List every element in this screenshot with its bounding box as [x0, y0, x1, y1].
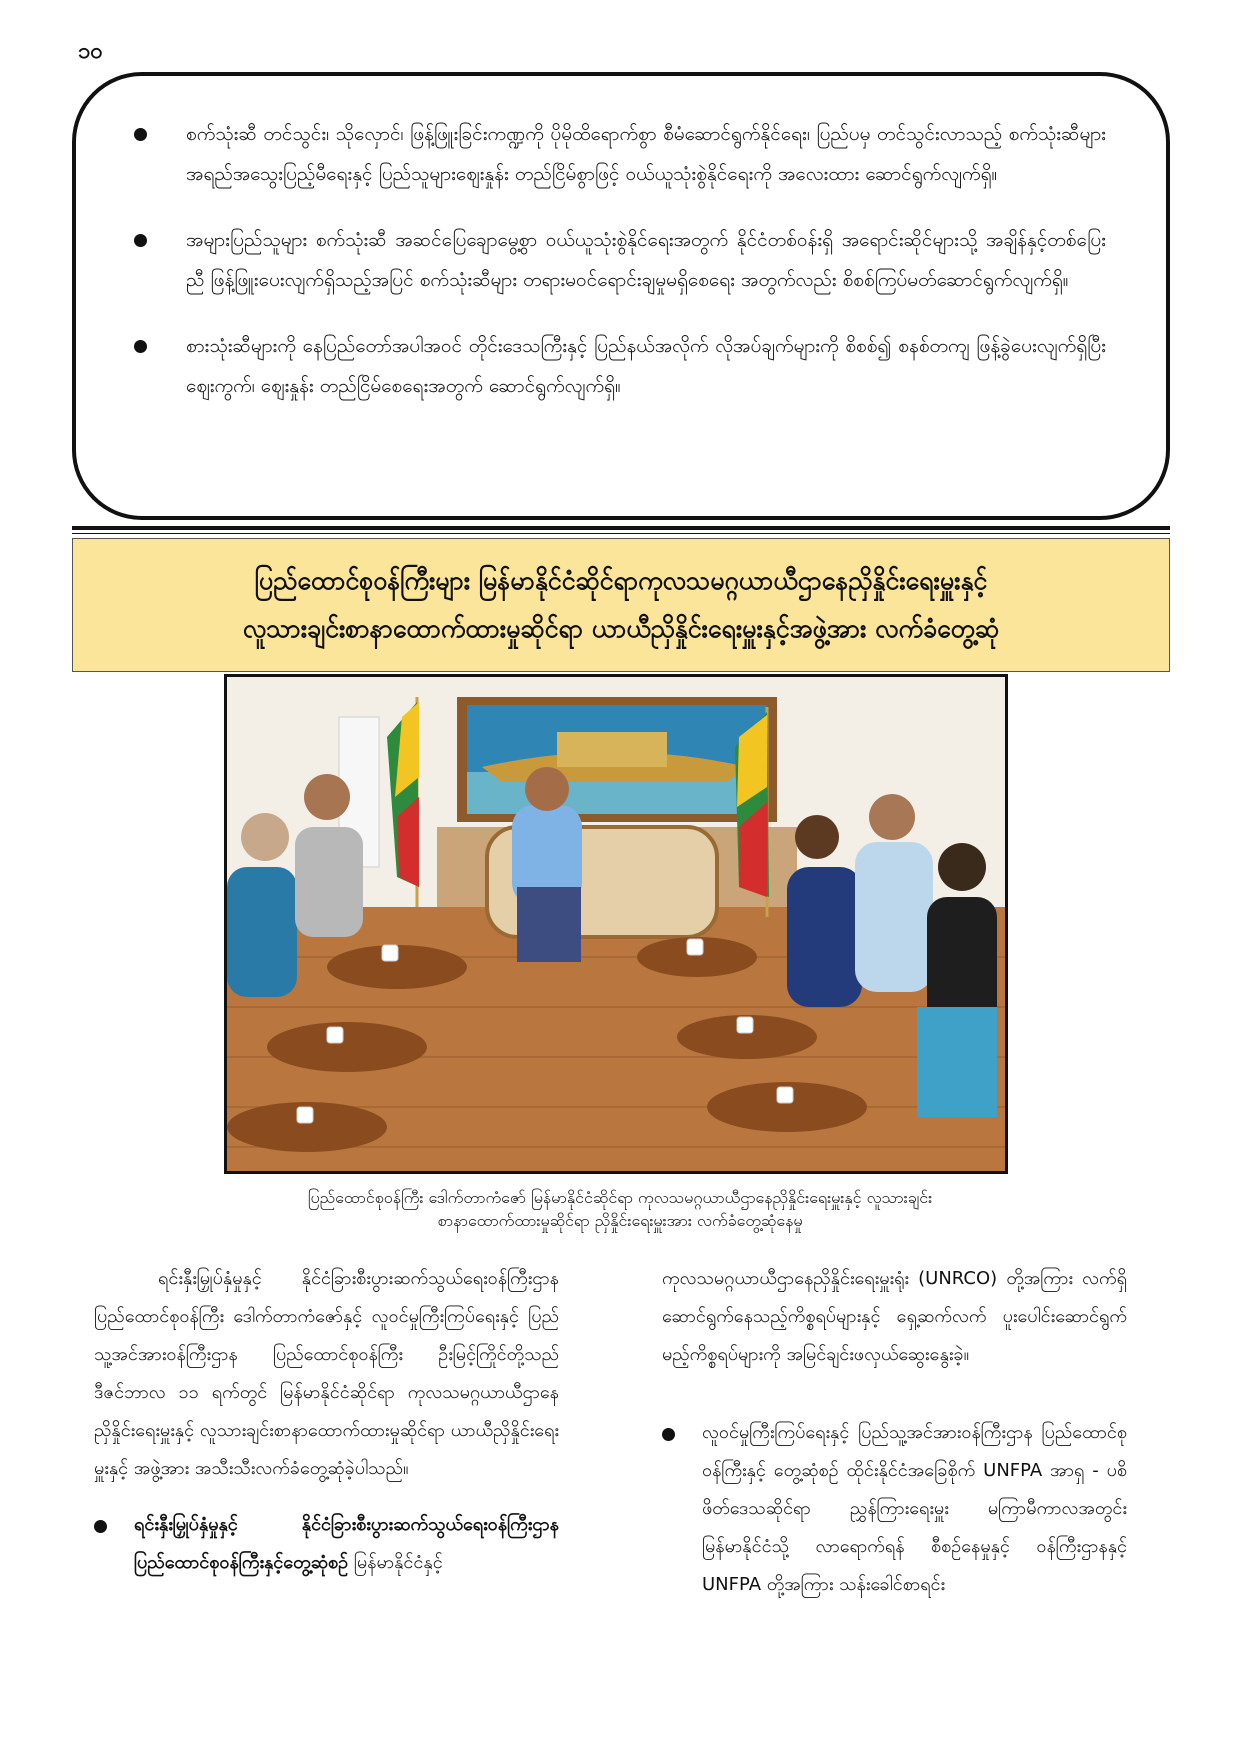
article-column-right [662, 1260, 1127, 1604]
bullet-dot-icon [134, 340, 147, 353]
photo-caption [150, 1186, 1090, 1232]
summary-bullet-box [72, 72, 1170, 520]
article-column-left [94, 1260, 559, 1582]
photo-caption-line-2: စာနာထောက်ထားမှုဆိုင်ရာ ညှိနှိုင်းရေးမှူးအား လက်ခံတွေ့ဆုံနေမှု [437, 1211, 803, 1230]
bullet-dot-icon [94, 1520, 107, 1533]
page-number: ၁၀ [78, 39, 103, 64]
summary-bullet-text: စားသုံးဆီများကို နေပြည်တော်အပါအဝင် တိုင်းဒေသကြီးနှင့် ပြည်နယ်အလိုက် လိုအပ်ချက်များကို စိစစ်၍ စနစ်တကျ ဖြန့်ခွဲပေးလျက်ရှိပြီး ဈေးကွက်၊ ဈေးနှုန်း တည်ငြိမ်စေရေးအတွက် ဆောင်ရွက်လျက်ရှိ။ [186, 335, 1106, 397]
bullet-dot-icon [134, 234, 147, 247]
headline-line-2: လူသားချင်းစာနာထောက်ထားမှုဆိုင်ရာ ယာယီညှိနှိုင်းရေးမှူးနှင့်အဖွဲ့အား လက်ခံတွေ့ဆုံ [242, 614, 1000, 643]
summary-bullet-text: စက်သုံးဆီ တင်သွင်း၊ သိုလှောင်၊ ဖြန့်ဖြူးခြင်းကဏ္ဍကို ပိုမိုထိရောက်စွာ စီမံဆောင်ရွက်နိုင်ရေး၊ ပြည်ပမှ တင်သွင်းလာသည့် စက်သုံးဆီများ အရည်အသွေးပြည့်မီရေးနှင့် ပြည်သူများဈေးနှုန်း တည်ငြိမ်စွာဖြင့် ဝယ်ယူသုံးစွဲနိုင်ရေးကို အလေးထား ဆောင်ရွက်လျက်ရှိ။ [186, 123, 1106, 185]
photo-caption-line-1: ပြည်ထောင်စုဝန်ကြီး ဒေါက်တာကံဇော် မြန်မာနိုင်ငံဆိုင်ရာ ကုလသမဂ္ဂယာယီဌာနေညှိနှိုင်းရေးမှူးနှင့် လူသားချင်း [307, 1188, 933, 1207]
meeting-photo [224, 674, 1008, 1174]
article-bullet-bold-lead: ရင်းနှီးမြှုပ်နှံမှုနှင့် နိုင်ငံခြားစီးပွားဆက်သွယ်ရေးဝန်ကြီးဌာန ပြည်ထောင်စုဝန်ကြီးနှင့်တွေ့ဆုံစဉ် [134, 1514, 559, 1573]
summary-bullet-item [130, 220, 1106, 300]
summary-bullet-item [130, 326, 1106, 406]
section-divider [72, 526, 1170, 530]
article-intro-paragraph: ရင်းနှီးမြှုပ်နှံမှုနှင့် နိုင်ငံခြားစီးပွားဆက်သွယ်ရေးဝန်ကြီးဌာန ပြည်ထောင်စုဝန်ကြီး ဒေါက်တာကံဇော်နှင့် လူဝင်မှုကြီးကြပ်ရေးနှင့် ပြည်သူ့အင်အားဝန်ကြီးဌာန ပြည်ထောင်စုဝန်ကြီး ဦးမြင့်ကြိုင်တို့သည် ဒီဇင်ဘာလ ၁၁ ရက်တွင် မြန်မာနိုင်ငံဆိုင်ရာ ကုလသမဂ္ဂယာယီဌာနေညှိနှိုင်းရေးမှူးနှင့် လူသားချင်းစာနာထောက်ထားမှုဆိုင်ရာ ယာယီညှိနှိုင်းရေးမှူးနှင့် အဖွဲ့အား အသီးသီးလက်ခံတွေ့ဆုံခဲ့ပါသည်။ [94, 1268, 559, 1479]
article-headline-box [72, 538, 1170, 672]
article-bullet-item [662, 1414, 1127, 1604]
headline-line-1: ပြည်ထောင်စုဝန်ကြီးများ မြန်မာနိုင်ငံဆိုင်ရာကုလသမဂ္ဂယာယီဌာနေညှိနှိုင်းရေးမှူးနှင့် [254, 566, 988, 595]
bullet-dot-icon [134, 128, 147, 141]
bullet-dot-icon [662, 1428, 675, 1441]
article-bullet-item [94, 1506, 559, 1582]
article-bullet-text: လူဝင်မှုကြီးကြပ်ရေးနှင့် ပြည်သူ့အင်အားဝန်ကြီးဌာန ပြည်ထောင်စုဝန်ကြီးနှင့် တွေ့ဆုံစဉ် ထိုင်းနိုင်ငံအခြေစိုက် UNFPA အာရှ - ပစိဖိတ်ဒေသဆိုင်ရာ ညွှန်ကြားရေးမှူး မကြာမီကာလအတွင်း မြန်မာနိုင်ငံသို့ လာရောက်ရန် စီစဉ်နေမှုနှင့် ဝန်ကြီးဌာနနှင့် UNFPA တို့အကြား သန်းခေါင်စာရင်း [702, 1422, 1127, 1595]
article-bullet-continuation: မြန်မာနိုင်ငံနှင့် [348, 1552, 443, 1573]
summary-bullet-item [130, 114, 1106, 194]
section-divider-thin [72, 533, 1170, 534]
article-continued-paragraph: ကုလသမဂ္ဂယာယီဌာနေညှိနှိုင်းရေးမှူးရုံး (UNRCO) တို့အကြား လက်ရှိဆောင်ရွက်နေသည့်ကိစ္စရပ်များနှင့် ရှေ့ဆက်လက် ပူးပေါင်းဆောင်ရွက်မည့်ကိစ္စရပ်များကို အမြင်ချင်းဖလှယ်ဆွေးနွေးခဲ့။ [662, 1268, 1127, 1365]
article-bullet-text [134, 1506, 559, 1582]
summary-bullet-text: အများပြည်သူများ စက်သုံးဆီ အဆင်ပြေချောမွေ့စွာ ဝယ်ယူသုံးစွဲနိုင်ရေးအတွက် နိုင်ငံတစ်ဝန်းရှိ အရောင်းဆိုင်များသို့ အချိန်နှင့်တစ်ပြေးညီ ဖြန့်ဖြူးပေးလျက်ရှိသည့်အပြင် စက်သုံးဆီများ တရားမဝင်ရောင်းချမှုမရှိစေရေး အတွက်လည်း စိစစ်ကြပ်မတ်ဆောင်ရွက်လျက်ရှိ။ [186, 229, 1106, 291]
